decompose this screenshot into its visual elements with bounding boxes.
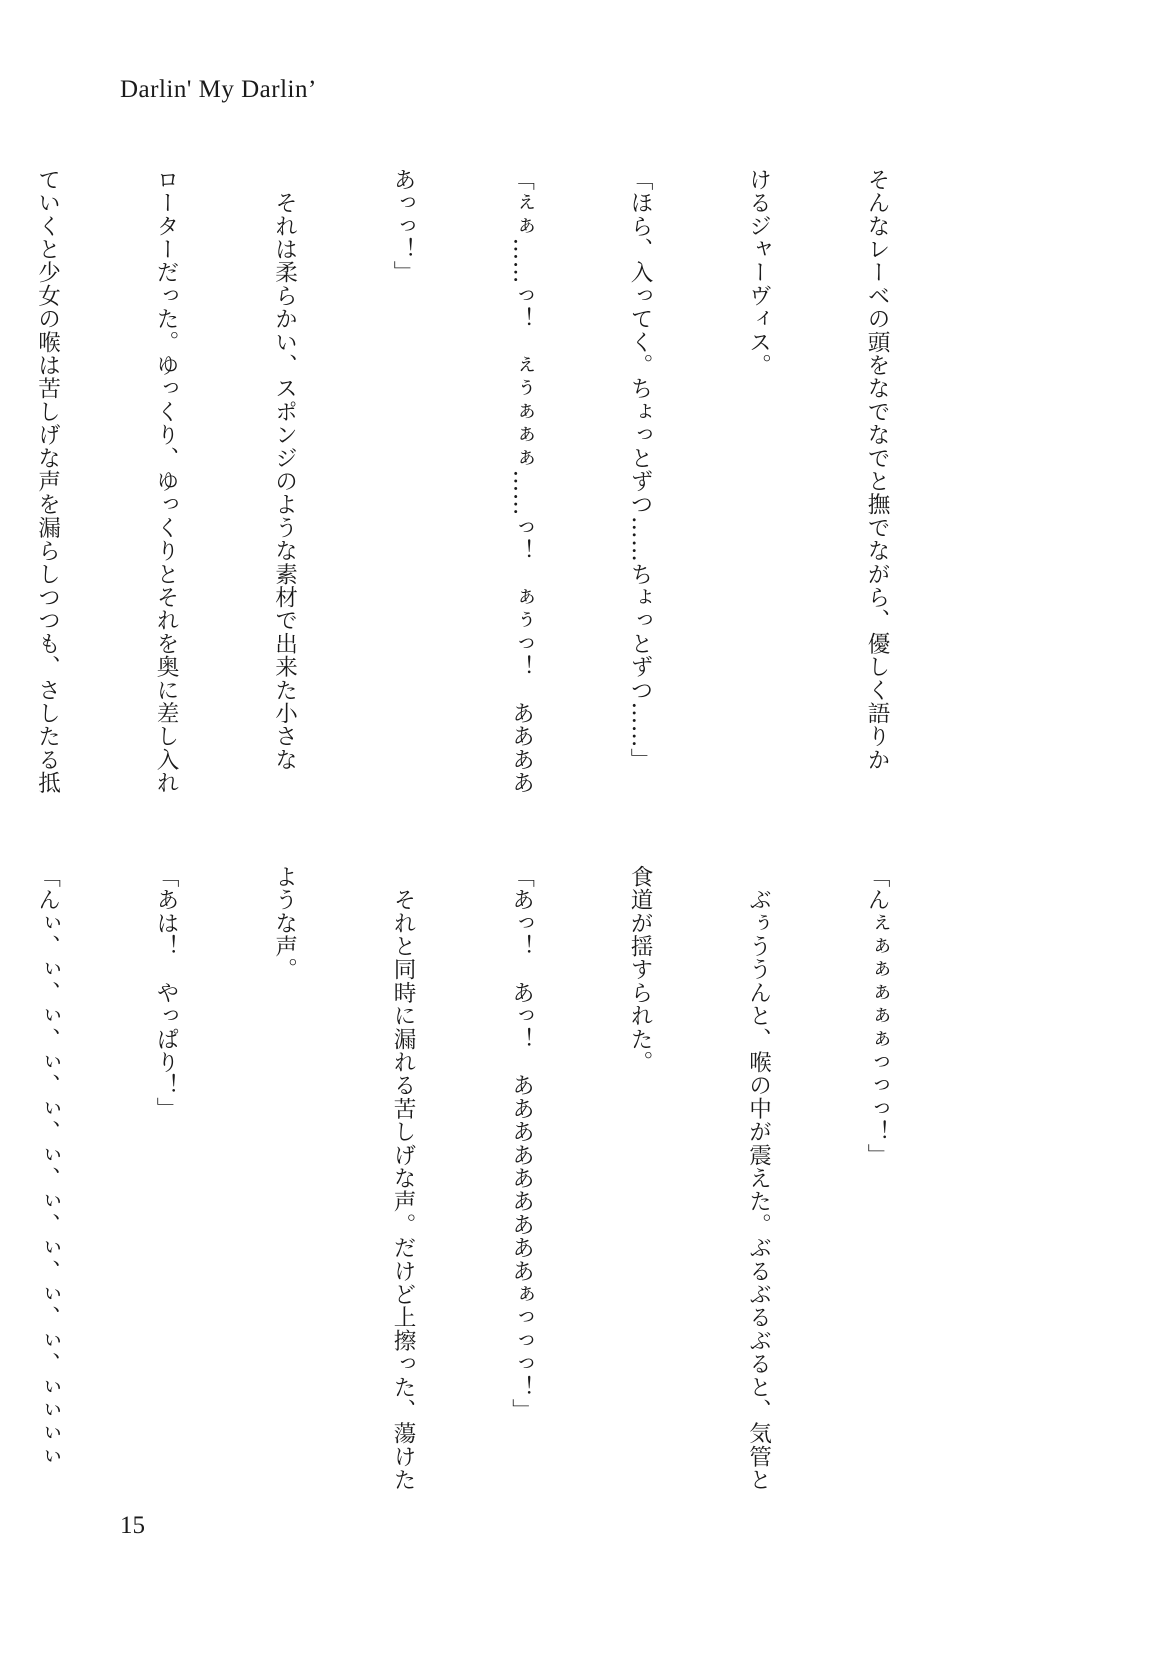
text-line: それと同時に漏れる苦しげな声。だけど上擦った、蕩けた (390, 865, 416, 1492)
text-line: 食道が揺すられた。 (627, 865, 653, 1074)
text-line: 「ほら、入ってく。ちょっとずつ……ちょっとずつ……」 (627, 168, 653, 772)
text-line: けるジャーヴィス。 (745, 168, 772, 377)
running-head-title: Darlin' My Darlin’ (120, 76, 317, 103)
text-line: あっっ！」 (390, 168, 416, 284)
text-line: ぶぅううんと、喉の中が震えた。ぶるぶるぶると、気管と (745, 865, 772, 1492)
text-line: ような声。 (271, 865, 298, 981)
text-line: 「あは！ やっぱり！」 (153, 865, 179, 1121)
text-block-upper (34, 168, 975, 795)
text-line: 「んぃ、ぃ、ぃ、ぃ、ぃ、ぃ、ぃ、ぃ、ぃ、ぃ、ぃぃぃぃ (34, 865, 61, 1469)
text-line: そんなレーベの頭をなでなでと撫でながら、優しく語りか (864, 168, 890, 772)
text-line: 「ぇぁ……っ！ ぇぅぁぁぁ……っ！ ぁぅっ！ ああああ (508, 168, 535, 795)
text-line: 「あっ！ あっ！ あああああああああぁっっっ！」 (508, 865, 535, 1422)
text-line: それは柔らかい、スポンジのような素材で出来た小さな (271, 168, 298, 772)
text-line: 「んぇぁぁぁぁぁっっっ！」 (864, 865, 890, 1167)
text-line: ローターだった。ゆっくり、ゆっくりとそれを奥に差し入れ (153, 168, 179, 795)
page-number: 15 (120, 1512, 145, 1539)
text-line: ていくと少女の喉は苦しげな声を漏らしつつも、さしたる抵 (34, 168, 61, 795)
text-block-lower (34, 865, 975, 1492)
